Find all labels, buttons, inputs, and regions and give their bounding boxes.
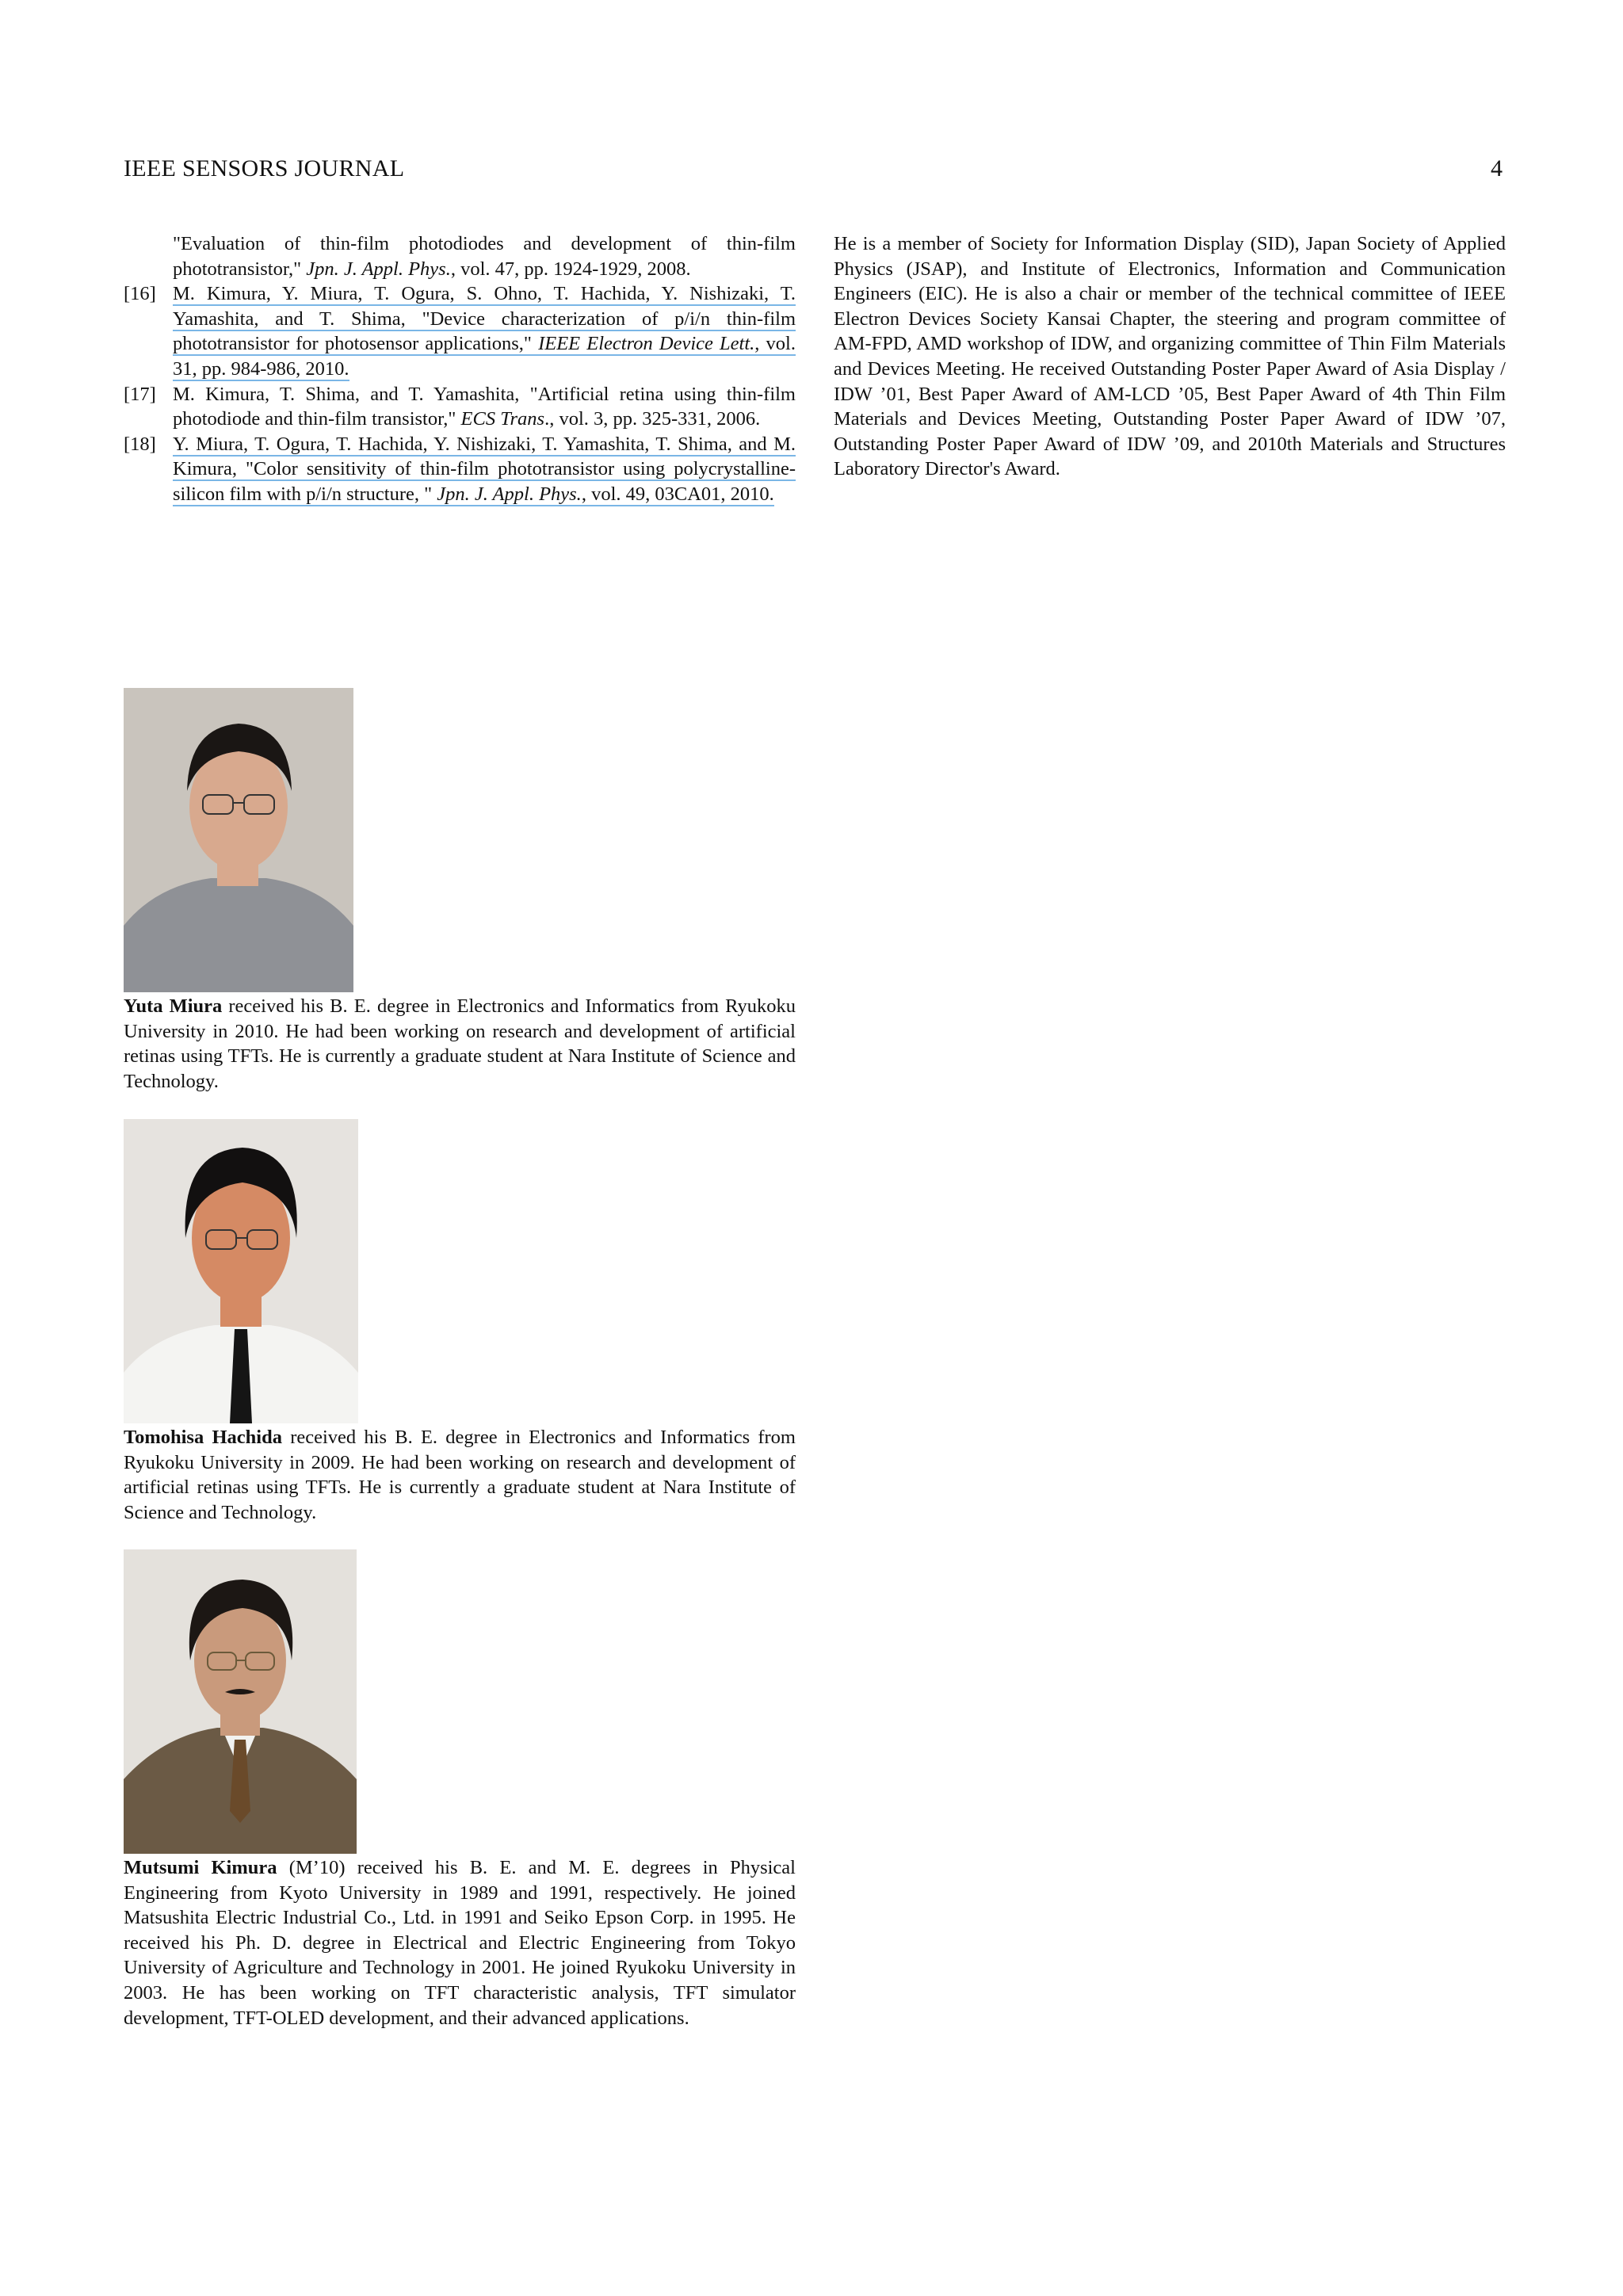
reference-segment: , vol. 47, pp. 1924-1929, 2008. [450, 258, 691, 280]
reference-segment: ., vol. 3, pp. 325-331, 2006. [544, 408, 761, 430]
reference-number: [16] [124, 283, 156, 305]
reference-journal: ECS Trans [460, 408, 545, 430]
reference-item[interactable] [124, 432, 796, 507]
reference-journal: IEEE Electron Device Lett. [538, 333, 755, 355]
reference-segment: M. Kimura, Y. Miura, T. Ogura, S. Ohno, T. Hachida, Y. Nishizaki, T. Yamashita, and T. Shima, "Device characterization of p/i/n thin-film phototransistor for photosensor applications," [173, 283, 796, 355]
bio-text [124, 1425, 796, 1525]
bio-body: received his B. E. degree in Electronics and Informatics from Ryukoku University in 2010. He had been working on research and development of artificial retinas using TFTs. He is currently a graduate student at Nara Institute of Science and Technology. [124, 995, 796, 1092]
reference-number: [18] [124, 433, 156, 455]
running-header [124, 155, 1503, 187]
reference-item [124, 231, 796, 281]
reference-text [173, 281, 796, 381]
author-name: Yuta Miura [124, 995, 223, 1017]
bio-text [124, 994, 796, 1094]
bio-text [124, 1855, 796, 2030]
reference-segment: M. Kimura, T. Shima, and T. Yamashita, "Artificial retina using thin-film photodiode and thin-film transistor," [173, 383, 796, 430]
reference-item [124, 382, 796, 432]
reference-journal: Jpn. J. Appl. Phys. [306, 258, 451, 280]
journal-name: IEEE SENSORS JOURNAL [124, 155, 405, 181]
reference-text [173, 432, 796, 507]
bio-yuta-miura [124, 688, 796, 1094]
author-name: Tomohisa Hachida [124, 1427, 282, 1448]
reference-number: [17] [124, 383, 156, 405]
reference-segment: Y. Miura, T. Ogura, T. Hachida, Y. Nishizaki, T. Yamashita, T. Shima, and M. Kimura, "Color sensitivity of thin-film phototransistor using polycrystalline-silicon film with p/i/n structure, " [173, 433, 796, 505]
author-photo-yuta-miura [124, 688, 353, 992]
bio-body: received his B. E. degree in Electronics and Informatics from Ryukoku University in 2009. He had been working on research and development of artificial retinas using TFTs. He is currently a graduate student at Nara Institute of Science and Technology. [124, 1427, 796, 1523]
bio-body: (M’10) received his B. E. and M. E. degrees in Physical Engineering from Kyoto University in 1989 and 1991, respectively. He joined Matsushita Electric Industrial Co., Ltd. in 1991 and Seiko Epson Corp. in 1995. He received his Ph. D. degree in Electrical and Electric Engineering from Tokyo University of Agriculture and Technology in 2001. He joined Ryukoku University in 2003. He has been working on TFT characteristic analysis, TFT simulator development, TFT-OLED development, and their advanced applications. [124, 1857, 796, 2029]
reference-item[interactable] [124, 281, 796, 381]
reference-journal: Jpn. J. Appl. Phys. [437, 483, 582, 505]
reference-text [173, 231, 796, 281]
reference-segment: , vol. 49, 03CA01, 2010. [581, 483, 774, 505]
reference-segment: "Evaluation of thin-film photodiodes and development of thin-film phototransistor," [173, 233, 796, 280]
bio-continuation-text: He is a member of Society for Information Display (SID), Japan Society of Applied Physics (JSAP), and Institute of Electronics, Information and Communication Engineers (EIC). He is also a chair or member of the technical committee of IEEE Electron Devices Society Kansai Chapter, the steering and program committee of AM-FPD, AMD workshop of IDW, and organizing committee of Thin Film Materials and Devices Meeting. He received Outstanding Poster Paper Award of Asia Display / IDW ’01, Best Paper Award of AM-LCD ’05, Best Paper Award of 4th Thin Film Materials and Devices Meeting, Outstanding Poster Paper Award of IDW ’07, Outstanding Poster Paper Award of IDW ’09, and 2010th Materials and Structures Laboratory Director's Award. [834, 233, 1506, 480]
reference-text [173, 382, 796, 432]
reference-segment: , vol. 31, pp. 984-986, 2010. [173, 333, 796, 380]
bio-mutsumi-kimura [124, 1549, 796, 2030]
reference-list [124, 231, 796, 507]
author-name: Mutsumi Kimura [124, 1857, 277, 1878]
author-photo-mutsumi-kimura [124, 1549, 357, 1854]
page-number: 4 [1491, 155, 1503, 181]
author-photo-tomohisa-hachida [124, 1119, 358, 1423]
bio-tomohisa-hachida [124, 1119, 796, 1525]
